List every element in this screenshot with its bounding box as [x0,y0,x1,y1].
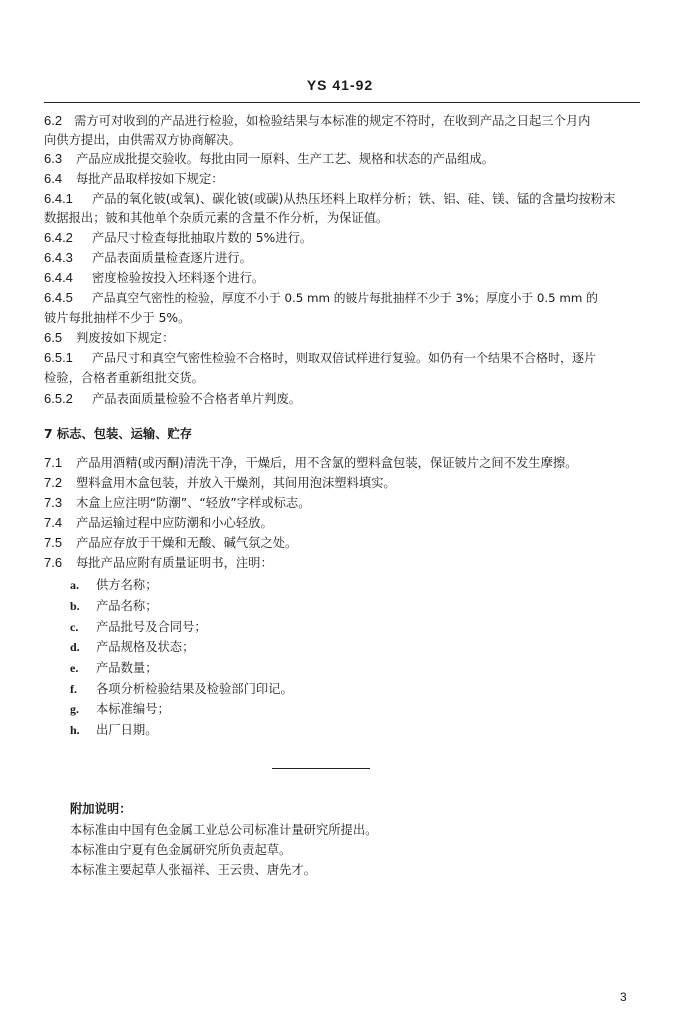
clause-line: 6.3 产品应成批提交验收。每批由同一原料、生产工艺、规格和状态的产品组成。 [44,151,495,166]
clause-line: 铍片每批抽样不少于 5%。 [44,311,191,325]
section-7-heading: 7 标志、包装、运输、贮存 [44,427,193,441]
list-item: b. 产品名称； [70,599,158,613]
clause-line: 6.4.1 产品的氧化铍(或氧)、碳化铍(或碳)从热压坯料上取样分析；铁、铝、硅、镁、锰的含量均按粉末 [44,191,616,206]
page-number: 3 [620,990,627,1004]
clause-line: 6.5.1 产品尺寸和真空气密性检验不合格时，则取双倍试样进行复验。如仍有一个结果不合格时，逐片 [44,350,597,365]
clause-line: 7.2 塑料盒用木盒包装，并放入干燥剂，其间用泡沫塑料填实。 [44,475,396,490]
clause-line: 7.1 产品用酒精(或丙酮)清洗干净，干燥后，用不含氯的塑料盒包装，保证铍片之间不发生摩擦。 [44,455,578,470]
list-item: h. 出厂日期。 [70,723,158,737]
clause-line: 7.5 产品应存放于干燥和无酸、碱气氛之处。 [44,535,298,550]
clause-line: 检验，合格者重新组批交货。 [44,371,204,385]
clause-line: 7.6 每批产品应附有质量证明书，注明： [44,555,273,570]
list-item: a. 供方名称； [70,578,158,592]
clause-line: 7.4 产品运输过程中应防潮和小心轻放。 [44,515,273,530]
appendix-line: 本标准由宁夏有色金属研究所负责起草。 [70,843,292,857]
appendix-line: 本标准由中国有色金属工业总公司标准计量研究所提出。 [70,823,378,837]
standard-code-header: YS 41-92 [306,77,374,93]
clause-line: 6.2 需方可对收到的产品进行检验，如检验结果与本标准的规定不符时，在收到产品之日起三个月内 [44,113,591,128]
header-rule [44,102,640,103]
clause-line: 6.4.2 产品尺寸检查每批抽取片数的 5%进行。 [44,230,313,245]
appendix-title: 附加说明： [70,802,132,816]
clause-line: 6.4 每批产品取样按如下规定： [44,171,224,186]
section-separator [272,768,370,769]
clause-line: 6.4.4 密度检验按投入坯料逐个进行。 [44,270,265,285]
clause-line: 6.4.3 产品表面质量检查逐片进行。 [44,250,252,265]
clause-line: 6.4.5 产品真空气密性的检验，厚度不小于 0.5 mm 的铍片每批抽样不少于 3%；厚度小于 0.5 mm 的 [44,290,598,305]
list-item: g. 本标准编号； [70,702,170,716]
list-item: c. 产品批号及合同号； [70,620,207,634]
clause-line: 7.3 木盒上应注明“防潮”、“轻放”字样或标志。 [44,495,311,510]
appendix-line: 本标准主要起草人张福祥、王云贵、唐先才。 [70,863,316,877]
clause-line: 6.5 判废按如下规定： [44,330,175,345]
clause-line: 数据报出；铍和其他单个杂质元素的含量不作分析，为保证值。 [44,211,389,225]
clause-line: 向供方提出，由供需双方协商解决。 [44,133,241,147]
clause-line: 6.5.2 产品表面质量检验不合格者单片判废。 [44,391,302,406]
list-item: f. 各项分析检验结果及检验部门印记。 [70,682,293,696]
list-item: e. 产品数量； [70,661,158,675]
list-item: d. 产品规格及状态； [70,640,195,654]
